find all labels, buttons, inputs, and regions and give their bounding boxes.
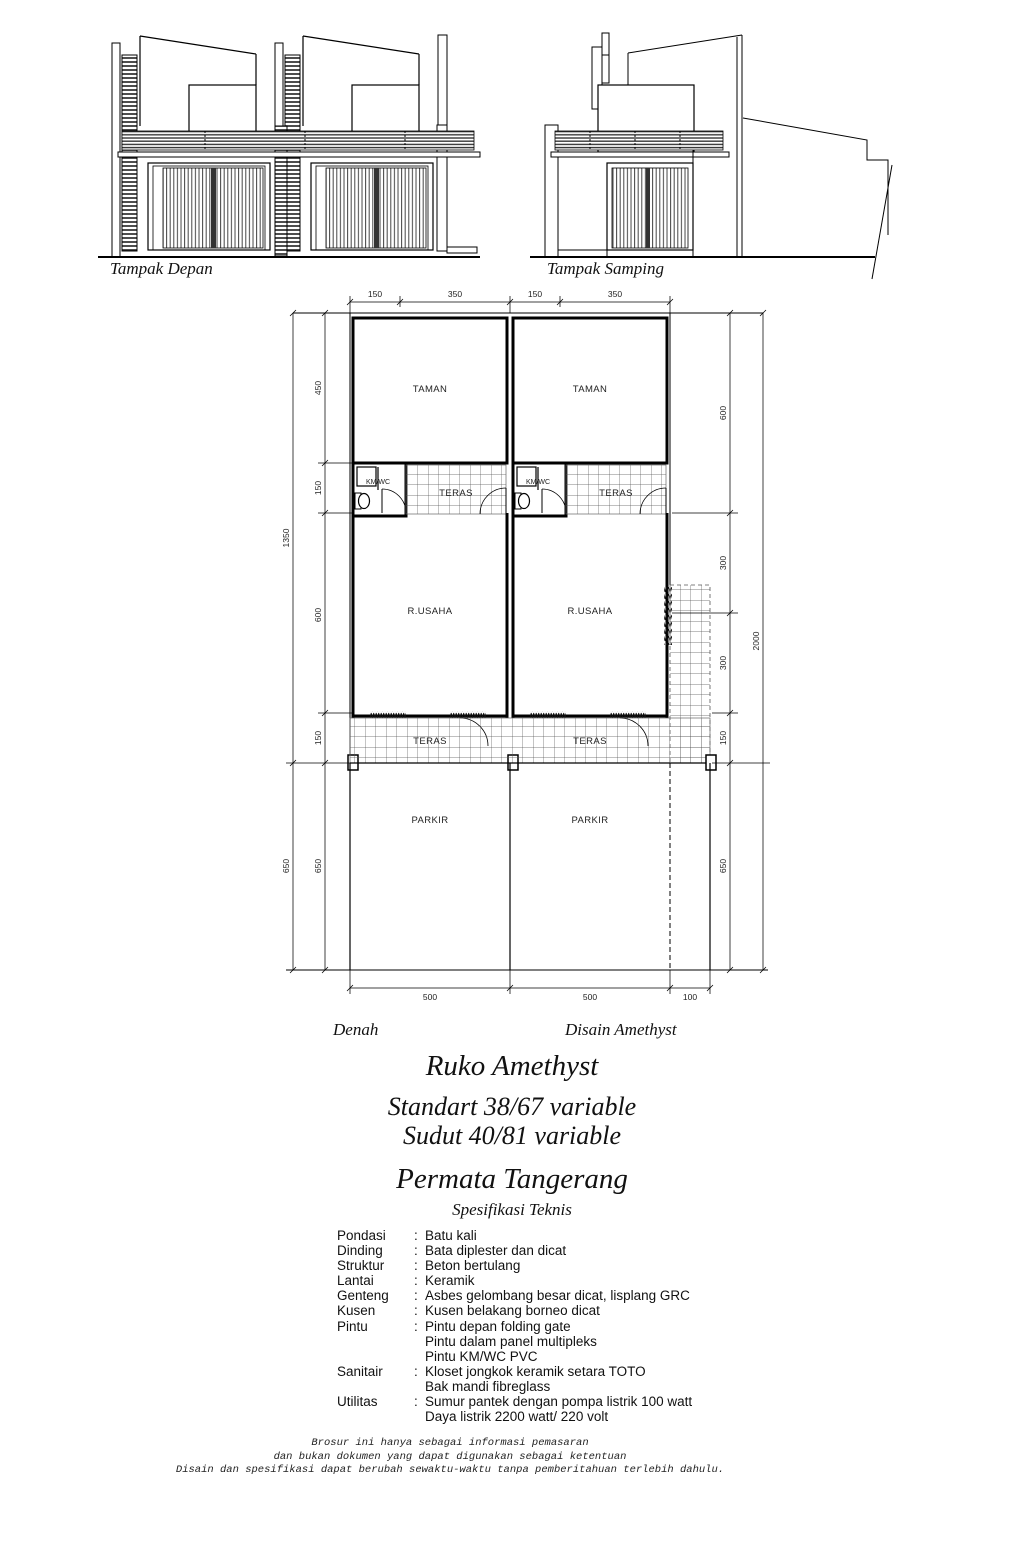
design-label: Disain Amethyst	[565, 1020, 677, 1039]
spec-row	[337, 1288, 692, 1303]
spec-colon	[414, 1379, 425, 1394]
spec-label	[337, 1409, 414, 1424]
spec-colon: :	[414, 1258, 418, 1274]
spec-value: Pintu dalam panel multipleks	[425, 1333, 597, 1349]
room-label-parkir: PARKIR	[411, 815, 449, 826]
spec-value: Sumur pantek dengan pompa listrik 100 watt	[425, 1394, 693, 1410]
spec-colon: :	[414, 1228, 418, 1243]
spec-colon: :	[414, 1288, 418, 1304]
spec-row	[337, 1364, 692, 1379]
specifications-list	[337, 1228, 692, 1424]
spec-label: Pondasi	[337, 1228, 386, 1243]
dim-label: 500	[422, 992, 438, 1002]
disclaimer-line: Disain dan spesifikasi dapat berubah sewaktu-waktu tanpa pemberitahuan terlebih dahulu.	[175, 1464, 725, 1476]
spec-row	[337, 1228, 692, 1243]
room-label-teras-lower: TERAS	[413, 736, 447, 747]
spec-value: Asbes gelombang besar dicat, lisplang GRC	[425, 1288, 690, 1304]
side-elevation	[530, 33, 892, 279]
dim-label: 150	[313, 480, 323, 496]
type-sudut: Sudut 40/81 variable	[402, 1121, 622, 1150]
spec-label: Utilitas	[337, 1394, 378, 1410]
spec-value: Beton bertulang	[425, 1258, 521, 1274]
spec-colon	[414, 1409, 425, 1424]
disclaimer-line: Brosur ini hanya sebagai informasi pemasaran	[311, 1437, 589, 1449]
front-elevation	[98, 35, 480, 257]
dim-label: 300	[718, 655, 728, 671]
spec-row	[337, 1258, 692, 1273]
spec-row	[337, 1273, 692, 1288]
spec-value: Pintu KM/WC PVC	[425, 1348, 538, 1364]
type-standart: Standart 38/67 variable	[387, 1092, 637, 1121]
dim-label: 150	[718, 730, 728, 746]
dim-label: 350	[607, 289, 623, 299]
disclaimer	[140, 1437, 760, 1478]
spec-colon: :	[414, 1273, 418, 1289]
spec-label: Struktur	[337, 1258, 385, 1274]
spec-heading: Spesifikasi Teknis	[452, 1200, 572, 1219]
spec-colon: :	[414, 1303, 418, 1319]
spec-colon	[414, 1334, 425, 1349]
dim-label: 300	[718, 555, 728, 571]
room-label-parkir: PARKIR	[571, 815, 609, 826]
spec-label: Pintu	[337, 1318, 368, 1334]
plan-label: Denah	[333, 1020, 379, 1039]
dim-label: 650	[281, 858, 291, 874]
spec-label: Lantai	[337, 1273, 374, 1289]
spec-label	[337, 1334, 414, 1349]
dim-label: 650	[718, 858, 728, 874]
dim-label: 500	[582, 992, 598, 1002]
spec-row	[337, 1379, 692, 1394]
spec-label: Dinding	[337, 1243, 383, 1259]
spec-value: Daya listrik 2200 watt/ 220 volt	[425, 1409, 609, 1425]
dim-label: 150	[527, 289, 543, 299]
spec-label: Genteng	[337, 1288, 389, 1304]
dim-label: 150	[313, 730, 323, 746]
spec-colon: :	[414, 1243, 418, 1259]
spec-colon	[414, 1349, 425, 1364]
spec-value: Kusen belakang borneo dicat	[425, 1303, 600, 1319]
dim-label: 150	[367, 289, 383, 299]
side-elevation-label: Tampak Samping	[547, 259, 664, 278]
spec-label: Kusen	[337, 1303, 376, 1319]
dim-label: 650	[313, 858, 323, 874]
spec-row	[337, 1303, 692, 1318]
front-elevation-label: Tampak Depan	[110, 259, 213, 278]
spec-row	[337, 1243, 692, 1258]
spec-value: Pintu depan folding gate	[425, 1318, 571, 1334]
spec-value: Keramik	[425, 1273, 475, 1289]
dim-label: 2000	[751, 631, 761, 651]
dim-label: 100	[682, 992, 698, 1002]
dim-label: 600	[313, 607, 323, 623]
dim-label: 350	[447, 289, 463, 299]
disclaimer-line: dan bukan dokumen yang dapat digunakan sebagai ketentuan	[273, 1450, 627, 1463]
spec-row	[337, 1394, 692, 1409]
floor-plan-drawing	[260, 285, 790, 1005]
elevations-drawing	[90, 25, 910, 285]
spec-colon: :	[414, 1318, 418, 1334]
room-label-teras-lower: TERAS	[573, 736, 607, 747]
spec-row	[337, 1349, 692, 1364]
spec-colon: :	[414, 1394, 418, 1410]
spec-label	[337, 1379, 414, 1394]
dim-label: 600	[718, 405, 728, 421]
spec-value: Bata diplester dan dicat	[425, 1243, 567, 1259]
dim-label: 450	[313, 380, 323, 396]
spec-row	[337, 1409, 692, 1424]
project-title: Ruko Amethyst	[425, 1050, 599, 1082]
spec-value: Kloset jongkok keramik setara TOTO	[425, 1363, 646, 1379]
spec-value: Batu kali	[425, 1228, 477, 1243]
spec-colon: :	[414, 1363, 418, 1379]
location-title: Permata Tangerang	[396, 1163, 628, 1195]
spec-label	[337, 1349, 414, 1364]
spec-value: Bak mandi fibreglass	[425, 1378, 551, 1394]
spec-row	[337, 1319, 692, 1334]
dim-label: 1350	[281, 528, 291, 548]
spec-label: Sanitair	[337, 1363, 383, 1379]
spec-row	[337, 1334, 692, 1349]
